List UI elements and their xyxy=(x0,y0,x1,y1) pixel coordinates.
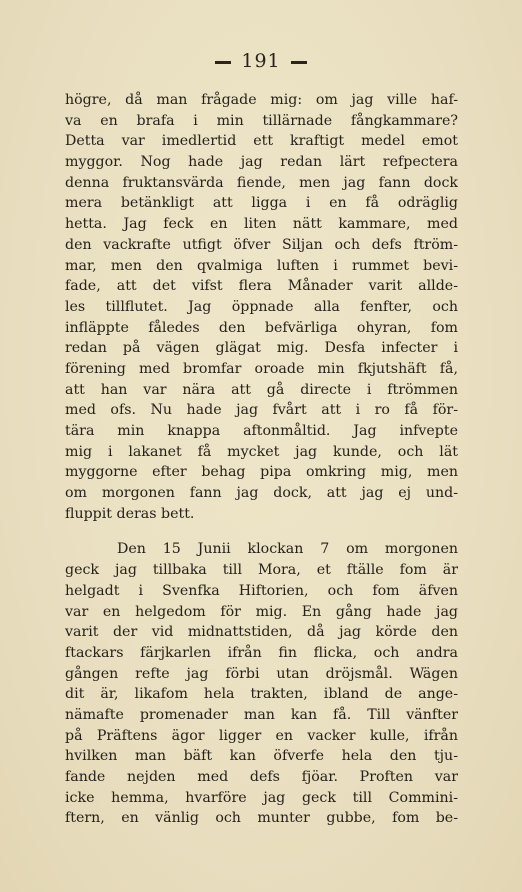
text-line: denna fruktansvärda fiende, men jag fann dock xyxy=(65,174,458,191)
text-line: på Präftens ägor ligger en vacker kulle, ifrån xyxy=(65,727,458,744)
text-line: att han var nära att gå directe i ftrömmen xyxy=(65,381,458,398)
text-line: hetta. Jag feck en liten nätt kammare, med xyxy=(65,216,458,233)
text-line: hvilken man bäft kan öfverfe hela den tju- xyxy=(65,748,458,765)
text-line: geck jag tillbaka till Mora, et ftälle fom är xyxy=(65,562,458,579)
paragraph-gap xyxy=(65,524,458,539)
text-line: högre, då man frågade mig: om jag ville haf- xyxy=(65,92,458,108)
text-line: gången refte jag förbi utan dröjsmål. Wägen xyxy=(65,665,458,682)
text-line: ftern, en vänlig och munter gubbe, fom be- xyxy=(65,810,458,827)
text-line: redan på vägen glägat mig. Desfa infecter i xyxy=(65,340,458,357)
text-line: med ofs. Nu hade jag fvårt att i ro få för- xyxy=(65,402,458,419)
text-line: den vackrafte utfigt öfver Siljan och defs ftröm- xyxy=(65,236,458,253)
text-line: om morgonen fann jag dock, att jag ej und- xyxy=(65,485,458,502)
text-line: ftackars färjkarlen ifrån fin flicka, och andra xyxy=(65,644,458,661)
text-line: var en helgedom för mig. En gång hade jag xyxy=(65,603,458,620)
text-line: myggorne efter behag pipa omkring mig, men xyxy=(65,464,458,481)
header-dash-right xyxy=(291,61,307,64)
text-line: fade, att det vifst flera Månader varit allde- xyxy=(65,278,458,295)
text-line: tära min knappa aftonmåltid. Jag infvepte xyxy=(65,423,458,439)
text-line: mera betänkligt att ligga i en få odräglig xyxy=(65,195,458,212)
text-line: fluppit deras bett. xyxy=(65,505,195,522)
page-number: 191 xyxy=(241,50,281,72)
text-line: dit är, likafom hela trakten, ibland de ange- xyxy=(65,686,458,703)
text-line: varit der vid midnattstiden, då jag körde den xyxy=(65,624,458,641)
page-header xyxy=(0,50,522,72)
text-line: va en brafa i min tillärnade fångkammare? xyxy=(65,112,458,129)
text-line: Den 15 Junii klockan 7 om morgonen xyxy=(117,541,458,558)
text-line: myggor. Nog hade jag redan lärt refpectera xyxy=(65,154,458,171)
text-line: infläppte fåledes den befvärliga ohyran, fom xyxy=(65,319,458,336)
text-line: nämafte promenader man kan få. Till vänfter xyxy=(65,706,458,723)
header-dash-left xyxy=(215,61,231,64)
text-line: helgadt i Svenfka Hiftorien, och fom äfven xyxy=(65,582,458,599)
text-line: fande nejden med defs fjöar. Proften var xyxy=(65,769,458,785)
text-line: mar, men den qvalmiga luften i rummet bevi- xyxy=(65,257,458,274)
text-line: icke hemma, hvarföre jag geck till Commini- xyxy=(65,789,458,806)
body-text xyxy=(65,90,458,829)
text-line: les tillflutet. Jag öppnade alla fenfter, och xyxy=(65,298,458,315)
text-line: Detta var imedlertid ett kraftigt medel emot xyxy=(65,133,458,150)
text-line: förening med bromfar oroade min fkjutshäft få, xyxy=(65,360,458,377)
text-line: mig i lakanet få mycket jag kunde, och lät xyxy=(65,443,458,460)
